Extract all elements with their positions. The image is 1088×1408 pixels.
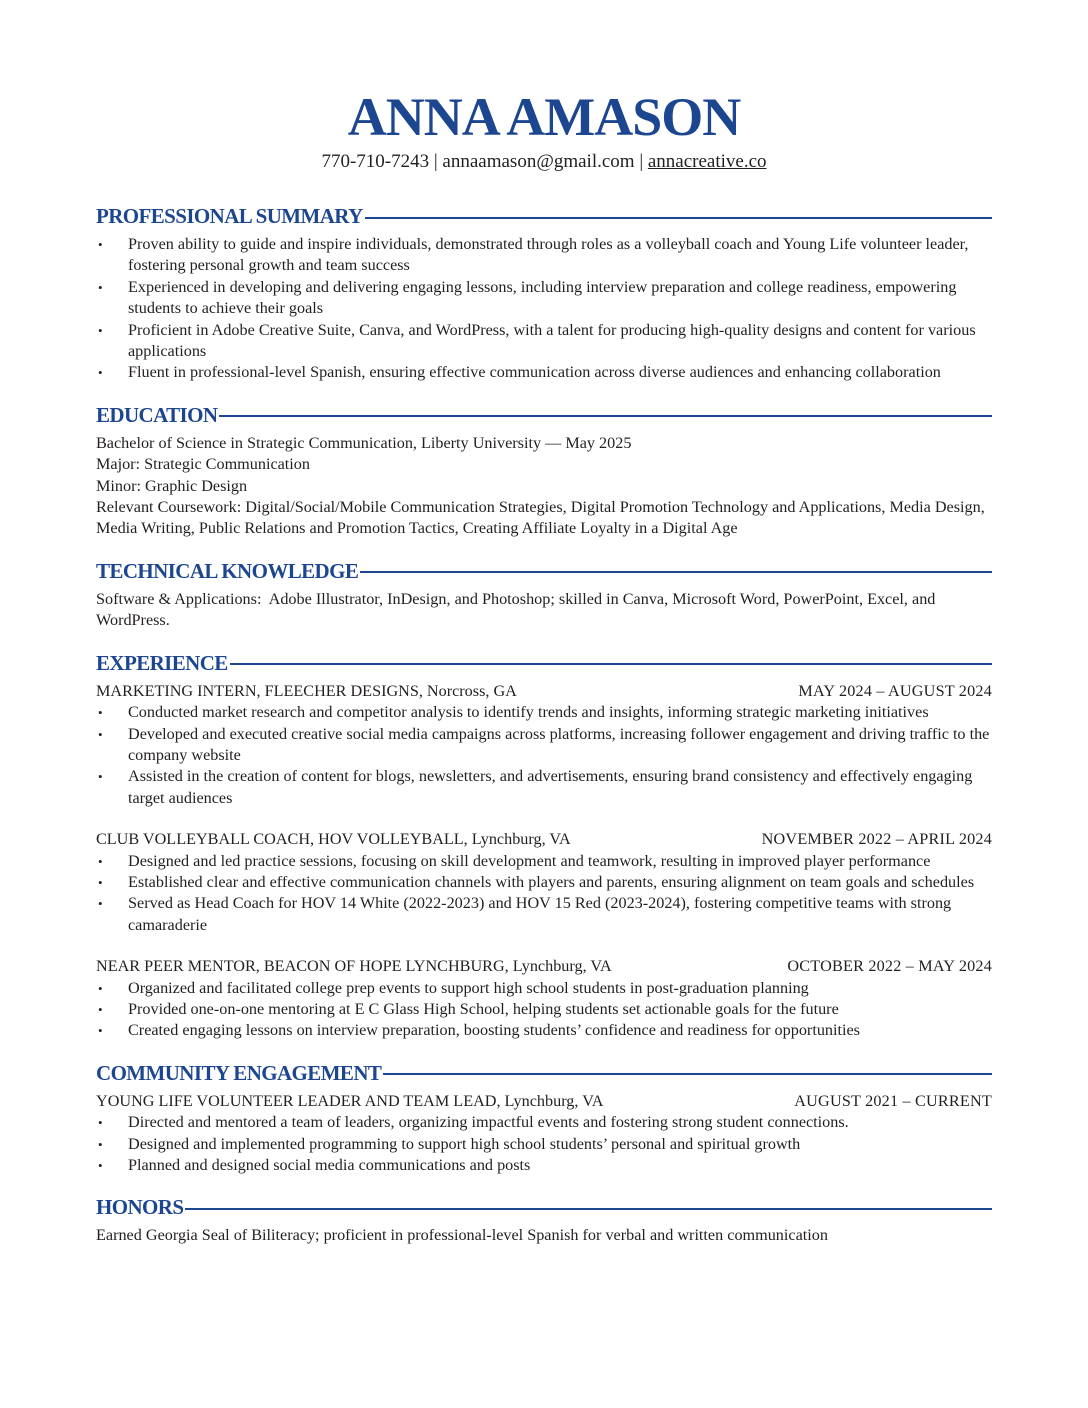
honors-text: Earned Georgia Seal of Biliteracy; proficient in professional-level Spanish for verbal and written communication: [96, 1226, 828, 1245]
section-header: [96, 557, 992, 585]
bullet-icon: •: [98, 980, 103, 996]
section-header: [96, 1059, 992, 1087]
list-item: [96, 724, 992, 767]
list-item-text: Organized and facilitated college prep events to support high school students in post-graduation planning: [128, 978, 809, 997]
job-dates: NOVEMBER 2022 – APRIL 2024: [761, 830, 992, 849]
list-item-text: Planned and designed social media communications and posts: [128, 1156, 531, 1174]
bullet-icon: •: [98, 726, 103, 742]
bullet-icon: •: [98, 1023, 103, 1039]
section-divider: [230, 663, 992, 665]
list-item-text: Proficient in Adobe Creative Suite, Canva, and WordPress, with a talent for producing high-quality designs and content for various applications: [128, 320, 976, 361]
list-item-text: Designed and led practice sessions, focusing on skill development and teamwork, resulting in improved player performance: [128, 851, 931, 870]
education-details: [96, 433, 992, 540]
job-dates: MAY 2024 – AUGUST 2024: [798, 681, 992, 700]
section-header: [96, 401, 992, 429]
contact-separator: |: [634, 151, 648, 172]
bullet-icon: •: [98, 769, 103, 785]
bullet-icon: •: [98, 322, 103, 338]
section-divider: [185, 1208, 992, 1210]
job-role: MARKETING INTERN, FLEECHER DESIGNS, Norcross, GA: [96, 681, 517, 700]
contact-separator: |: [429, 151, 443, 172]
technical-knowledge-section: [96, 557, 992, 632]
section-title: TECHNICAL KNOWLEDGE: [96, 558, 359, 583]
community-role: YOUNG LIFE VOLUNTEER LEADER AND TEAM LEAD, Lynchburg, VA: [96, 1091, 604, 1110]
bullet-icon: •: [98, 853, 103, 869]
job-entry: [96, 829, 992, 936]
list-item-text: Experienced in developing and delivering engaging lessons, including interview preparation and college readiness, empowering students to achieve their goals: [128, 277, 957, 318]
bullet-icon: •: [98, 896, 103, 912]
list-item-text: Conducted market research and competitor analysis to identify trends and insights, informing strategic marketing initiatives: [128, 703, 929, 722]
minor-line: Minor: Graphic Design: [96, 476, 248, 495]
phone-number: 770-710-7243: [321, 151, 430, 172]
list-item: [96, 1134, 992, 1155]
list-item: [96, 702, 992, 723]
bullet-icon: •: [98, 1001, 103, 1017]
job-bullets: [96, 978, 992, 1042]
list-item: [96, 872, 992, 893]
list-item-text: Developed and executed creative social media campaigns across platforms, increasing follower engagement and driving traffic to the company website: [128, 724, 990, 764]
section-title: HONORS: [96, 1195, 184, 1220]
community-bullets: [96, 1112, 992, 1176]
professional-summary-section: [96, 202, 992, 384]
section-title: EDUCATION: [96, 402, 218, 427]
job-role: NEAR PEER MENTOR, BEACON OF HOPE LYNCHBURG, Lynchburg, VA: [96, 957, 612, 976]
section-divider: [360, 571, 992, 573]
list-item-text: Served as Head Coach for HOV 14 White (2022-2023) and HOV 15 Red (2023-2024), fostering competitive teams with strong camaraderie: [128, 894, 952, 934]
website-link[interactable]: annacreative.co: [647, 151, 767, 172]
list-item: [96, 320, 992, 363]
community-entry: [96, 1091, 992, 1177]
bullet-icon: •: [98, 1136, 103, 1152]
email-address: annaamason@gmail.com: [442, 151, 635, 172]
list-item: [96, 851, 992, 872]
list-item: [96, 234, 992, 277]
list-item-text: Assisted in the creation of content for blogs, newsletters, and advertisements, ensuring brand consistency and effectively engaging target audiences: [128, 767, 973, 807]
honors-section: [96, 1193, 992, 1246]
major-line: Major: Strategic Communication: [96, 455, 310, 474]
job-entry: [96, 956, 992, 1042]
list-item: [96, 999, 992, 1020]
section-header: [96, 1193, 992, 1221]
section-header: [96, 649, 992, 677]
list-item-text: Provided one-on-one mentoring at E C Glass High School, helping students set actionable goals for the future: [128, 999, 839, 1018]
list-item: [96, 978, 992, 999]
list-item-text: Directed and mentored a team of leaders, organizing impactful events and fostering strong student connections.: [128, 1113, 849, 1132]
job-bullets: [96, 851, 992, 937]
degree-line: Bachelor of Science in Strategic Communication, Liberty University — May 2025: [96, 433, 632, 452]
section-divider: [365, 217, 992, 219]
candidate-name: ANNA AMASON: [347, 87, 741, 147]
section-divider: [219, 415, 992, 417]
list-item: [96, 277, 992, 320]
list-item-text: Designed and implemented programming to support high school students’ personal and spiritual growth: [128, 1134, 801, 1153]
experience-section: [96, 649, 992, 1042]
job-header: [96, 956, 992, 977]
contact-line: [96, 150, 992, 174]
bullet-icon: •: [98, 705, 103, 721]
bullet-icon: •: [98, 1115, 103, 1131]
list-item: [96, 893, 992, 936]
community-engagement-section: [96, 1059, 992, 1177]
community-header: [96, 1091, 992, 1112]
list-item: [96, 1020, 992, 1041]
section-divider: [383, 1073, 992, 1075]
list-item: [96, 766, 992, 809]
list-item-text: Proven ability to guide and inspire individuals, demonstrated through roles as a volleyball coach and Young Life volunteer leader, fostering personal growth and team success: [128, 235, 969, 275]
job-entry: [96, 681, 992, 809]
job-header: [96, 829, 992, 850]
bullet-icon: •: [98, 1158, 103, 1173]
job-role: CLUB VOLLEYBALL COACH, HOV VOLLEYBALL, Lynchburg, VA: [96, 830, 571, 849]
education-section: [96, 401, 992, 540]
list-item-text: Fluent in professional-level Spanish, ensuring effective communication across diverse audiences and enhancing collaboration: [128, 363, 941, 382]
summary-list: [96, 234, 992, 384]
job-bullets: [96, 702, 992, 809]
list-item-text: Created engaging lessons on interview preparation, boosting students’ confidence and readiness for opportunities: [128, 1021, 860, 1040]
list-item-text: Established clear and effective communication channels with players and parents, ensuring alignment on team goals and schedules: [128, 872, 975, 891]
bullet-icon: •: [98, 279, 103, 295]
resume-header: [96, 86, 992, 174]
community-dates: AUGUST 2021 – CURRENT: [794, 1091, 992, 1110]
technical-text: Software & Applications: Adobe Illustrator, InDesign, and Photoshop; skilled in Canva, Microsoft Word, PowerPoint, Excel, and WordPress.: [96, 589, 940, 630]
list-item: [96, 1155, 992, 1176]
section-title: COMMUNITY ENGAGEMENT: [96, 1060, 382, 1085]
bullet-icon: •: [98, 365, 103, 381]
coursework-line: Relevant Coursework: Digital/Social/Mobile Communication Strategies, Digital Promotion Technology and Applications, Media Design, Media Writing, Public Relations and Promotion Tactics, Creating Affiliate Loyalty in a Digital Age: [96, 498, 985, 538]
list-item: [96, 1112, 992, 1133]
bullet-icon: •: [98, 237, 103, 252]
section-header: [96, 202, 992, 230]
job-header: [96, 681, 992, 702]
job-dates: OCTOBER 2022 – MAY 2024: [787, 957, 992, 976]
section-title: PROFESSIONAL SUMMARY: [96, 204, 363, 228]
list-item: [96, 362, 992, 383]
section-title: EXPERIENCE: [96, 650, 228, 675]
bullet-icon: •: [98, 874, 103, 890]
